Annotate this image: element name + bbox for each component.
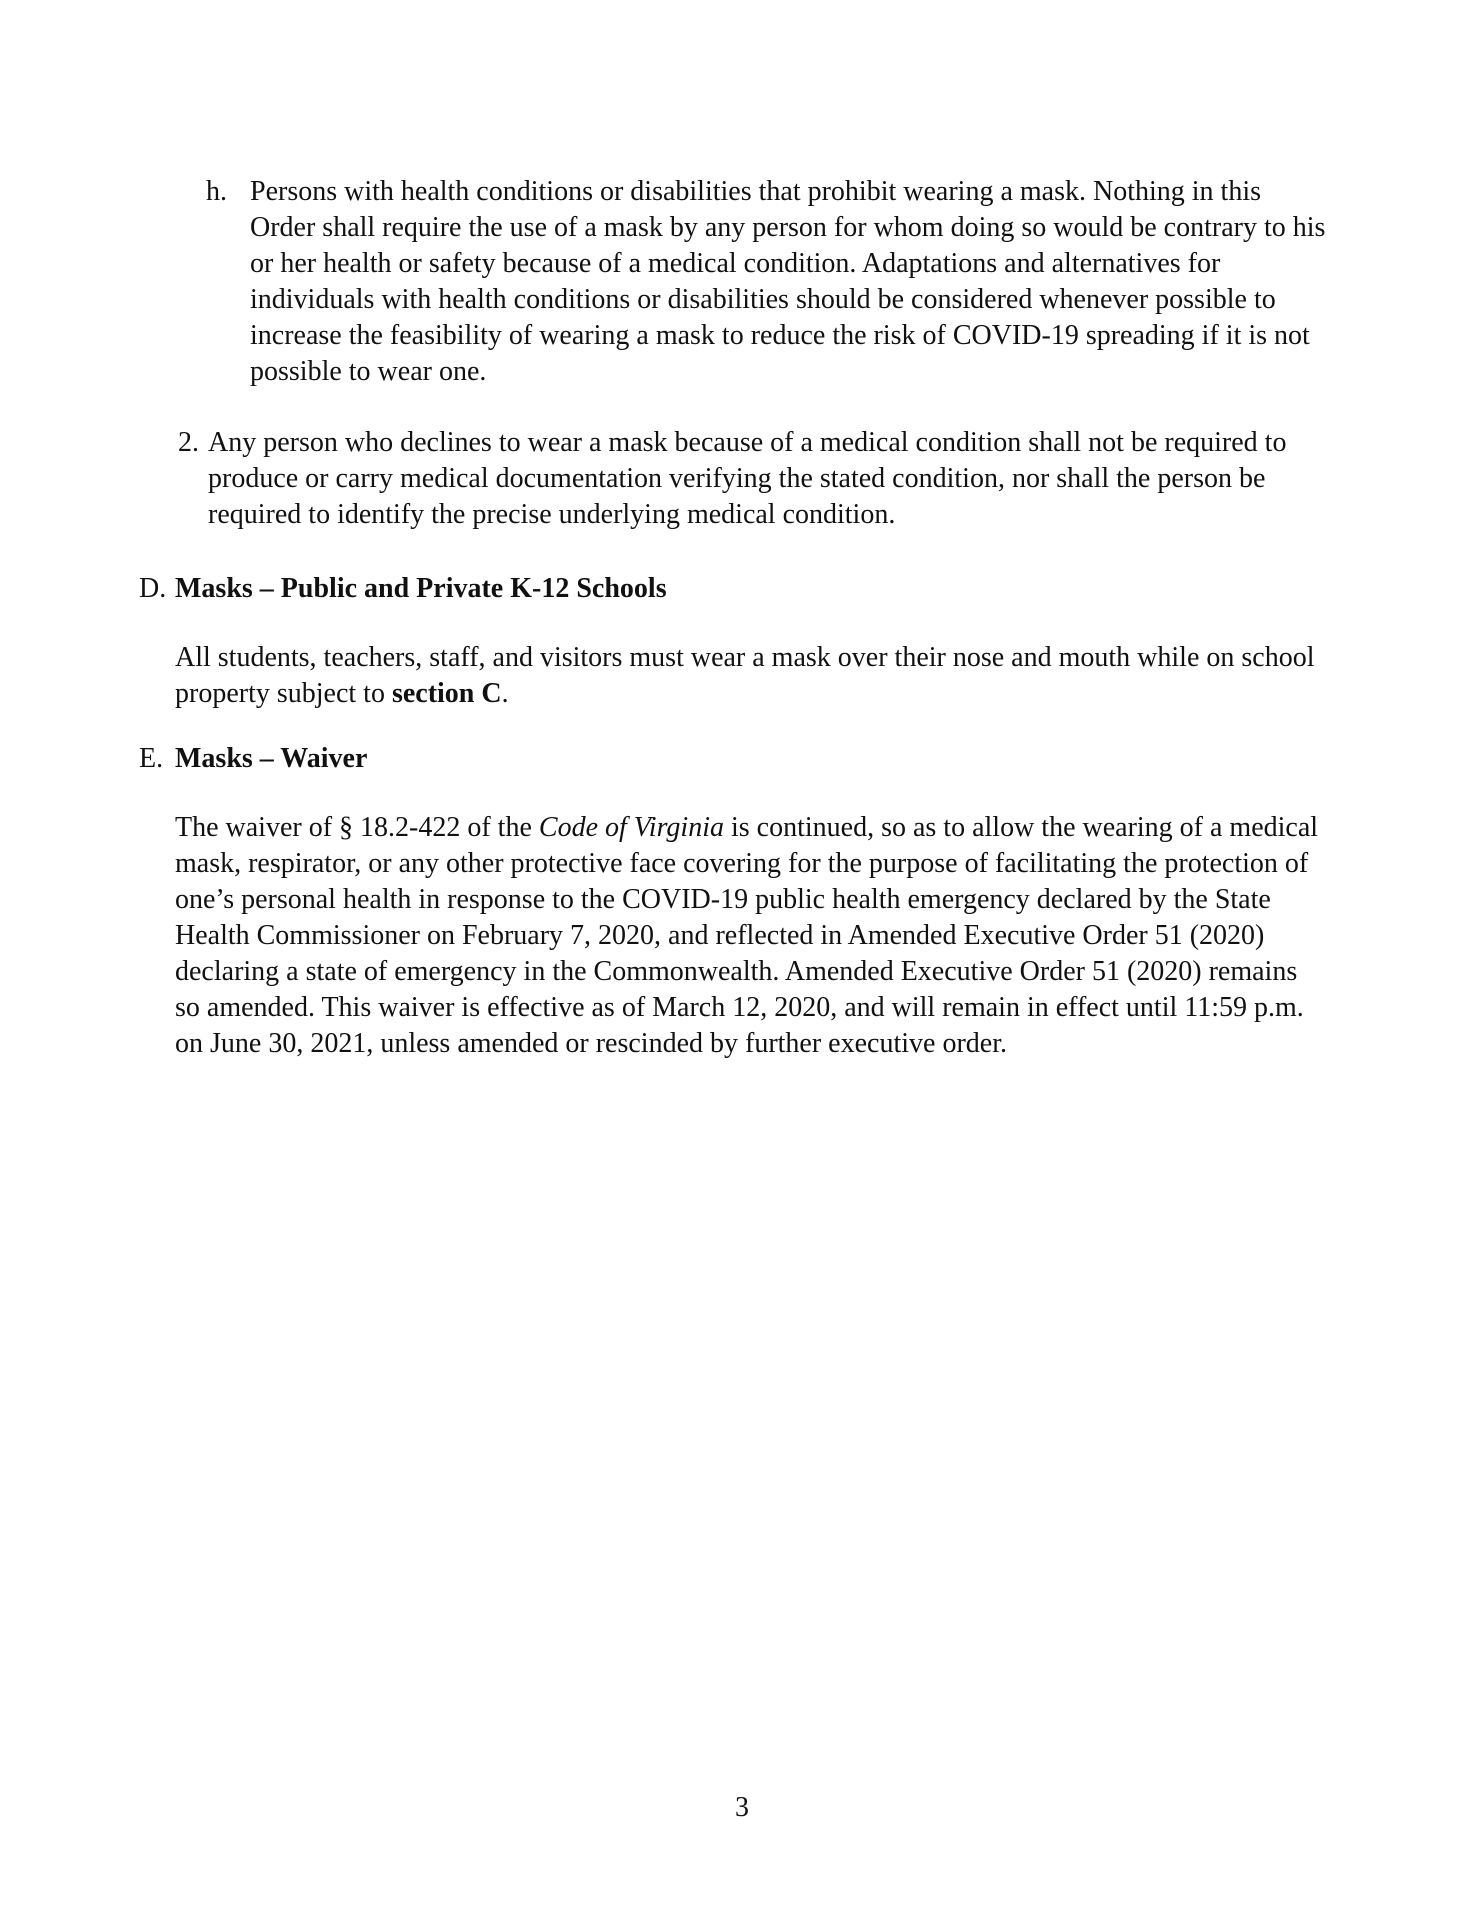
section-d-letter: D. [139,573,167,604]
section-d-title: Masks – Public and Private K-12 Schools [175,573,667,604]
list-marker-h: h. [206,176,227,207]
section-e-body-rest: is continued, so as to allow the wearing of a medical mask, respirator, or any other protective face covering for the purpose of facilitating the protection of one’s personal health in response to the COVID-19 public health emergency declared by the State Health Commissioner on February 7, 2020, and reflected in Amended Executive Order 51 (2020) declaring a state of emergency in the Commonwealth. Amended Executive Order 51 (2020) remains so amended. This waiver is effective as of March 12, 2020, and will remain in effect until 11:59 p.m. on June 30, 2021, unless amended or rescinded by further executive order. [175,812,1319,1059]
section-e-body [175,810,1320,1062]
section-e-body-text: The waiver of § 18.2-422 of the [175,812,539,843]
section-e-body-code-title: Code of Virginia [538,812,724,843]
list-item-2-text: Any person who declines to wear a mask because of a medical condition shall not be required to produce or carry medical documentation verifying the stated condition, nor shall the person be required to identify the precise underlying medical condition. [208,427,1287,530]
page-number: 3 [735,1792,749,1823]
list-item-h-text: Persons with health conditions or disabilities that prohibit wearing a mask. Nothing in this Order shall require the use of a mask by any person for whom doing so would be contrary to his or her health or safety because of a medical condition. Adaptations and alternatives for individuals with health conditions or disabilities should be considered whenever possible to increase the feasibility of wearing a mask to reduce the risk of COVID-19 spreading if it is not possible to wear one. [250,176,1326,387]
section-d-body [175,640,1320,712]
section-d-body-text: All students, teachers, staff, and visitors must wear a mask over their nose and mouth while on school property subject to [175,642,1315,709]
section-d-body-reference: section C [391,678,502,709]
section-e-title: Masks – Waiver [175,743,368,774]
list-marker-2: 2. [178,427,199,458]
section-d-body-end: . [501,678,509,709]
section-e-letter: E. [139,743,164,774]
